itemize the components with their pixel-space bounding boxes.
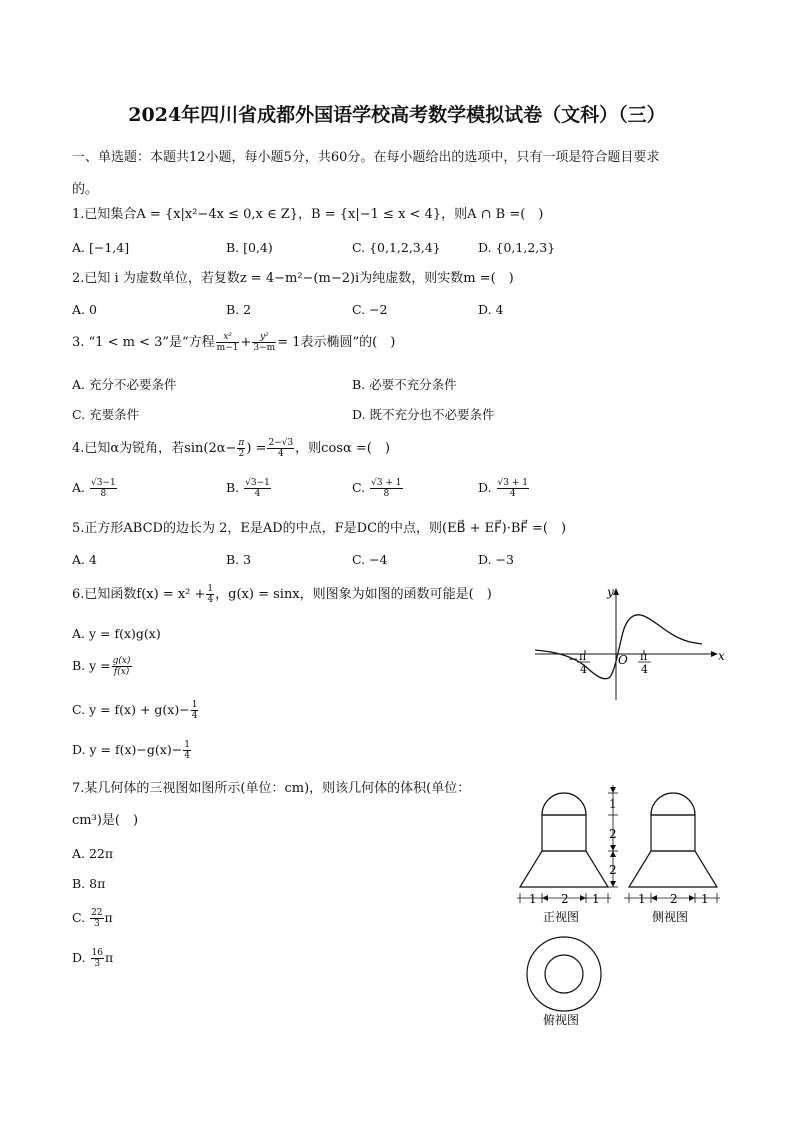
q4-fraction-pi: $\frac{\pi}{2}$: [238, 438, 245, 459]
q5-stem: 5.正方形ABCD的边长为 2，E是AD的中点，F是DC的中点，则(EB⃗ + EF⃗)·BF⃗ =( ): [72, 521, 567, 536]
q6-fraction-quarter: $\frac{1}{4}$: [207, 584, 214, 605]
q5-option-c[interactable]: C. −4: [352, 552, 388, 567]
q1-stem: 1.已知集合A = {x|x²−4x ≤ 0,x ∈ Z}，B = {x|−1 ≤ x < 4}，则A ∩ B =( ): [72, 207, 544, 222]
q7-stem-line1: 7.某几何体的三视图如图所示(单位：cm)，则该几何体的体积(单位：: [72, 781, 471, 796]
origin-label: O: [618, 653, 628, 667]
neg-tick-sign: −: [568, 652, 579, 666]
q6-option-c[interactable]: C. y = f(x) + g(x)− $\frac{1}{4}$: [72, 700, 198, 721]
top-view: [527, 937, 601, 1011]
front-dim-w3: 1: [592, 892, 600, 906]
q1-option-b[interactable]: B. [0,4): [226, 240, 273, 255]
front-view: [520, 793, 608, 887]
pos-tick-num: π: [640, 650, 648, 663]
q5-option-b[interactable]: B. 3: [226, 552, 252, 567]
q3-option-a[interactable]: A. 充分不必要条件: [72, 377, 177, 392]
q1-option-a[interactable]: A. [−1,4]: [72, 240, 130, 255]
q6-option-a[interactable]: A. y = f(x)g(x): [72, 626, 161, 641]
side-view-label: 侧视图: [652, 910, 689, 924]
q4-option-b[interactable]: B. $\frac{√3-1}{4}$: [226, 478, 270, 499]
q3-option-d[interactable]: D. 既不充分也不必要条件: [352, 407, 495, 422]
side-dim-w2: 2: [670, 892, 678, 906]
q3-fraction-y: $\frac{\text{y²}}{3-m}$: [253, 332, 276, 353]
q3-stem: 3. “1 < m < 3”是“方程 $\frac{\text{x²}}{m-1}$ + $\frac{\text{y²}}{3-m}$ = 1表示椭圆”的( ): [72, 332, 396, 353]
y-axis-arrow-icon: [613, 588, 619, 595]
function-curve: [535, 615, 702, 679]
q7-option-d[interactable]: D. $\frac{16}{3}$ π: [72, 948, 114, 969]
q3-fraction-x: $\frac{\text{x²}}{m-1}$: [216, 332, 239, 353]
q3-option-c[interactable]: C. 充要条件: [72, 407, 140, 422]
side-view: [629, 793, 717, 887]
q2-option-a[interactable]: A. 0: [72, 302, 97, 317]
side-dim-w3: 1: [701, 892, 709, 906]
q4-option-a[interactable]: A. $\frac{√3-1}{8}$: [72, 478, 116, 499]
x-axis-arrow-icon: [711, 651, 718, 657]
q7-three-view-figure: [505, 780, 735, 1030]
q4-option-d[interactable]: D. $\frac{√3 + 1}{4}$: [478, 478, 528, 499]
top-view-label: 俯视图: [543, 1013, 580, 1027]
q6-function-graph: [530, 582, 730, 704]
q3-option-b[interactable]: B. 必要不充分条件: [352, 377, 457, 392]
page-title: 2024年四川省成都外国语学校高考数学模拟试卷（文科）（三）: [128, 104, 666, 126]
dim-height-1: 1: [609, 797, 617, 811]
q4-fraction-rhs: $\frac{2-√3}{4}$: [268, 438, 294, 459]
dim-height-2b: 2: [609, 863, 617, 877]
q5-option-a[interactable]: A. 4: [72, 552, 97, 567]
q7-option-c[interactable]: C. $\frac{22}{3}$ π: [72, 908, 113, 929]
front-dim-w1: 1: [529, 892, 537, 906]
dim-height-2: 2: [609, 827, 617, 841]
q3-stem-pre: 3. “1 < m < 3”是“方程: [72, 335, 215, 350]
q7-option-b[interactable]: B. 8π: [72, 876, 106, 891]
q5-option-d[interactable]: D. −3: [478, 552, 514, 567]
q4-stem: 4.已知α为锐角，若sin(2α− $\frac{\pi}{2}$ ) = $\frac{2-√3}{4}$ ，则cosα =( ): [72, 438, 390, 459]
q6-option-b[interactable]: B. y = $\frac{g(x)}{f(x)}$: [72, 656, 131, 677]
pos-tick-den: 4: [641, 663, 648, 676]
q1-option-d[interactable]: D. {0,1,2,3}: [478, 240, 556, 255]
y-axis-label: y: [607, 585, 614, 599]
q7-option-a[interactable]: A. 22π: [72, 846, 114, 861]
x-axis-label: x: [718, 649, 725, 663]
q6-option-d[interactable]: D. y = f(x)−g(x)− $\frac{1}{4}$: [72, 740, 190, 761]
section-instruction-line2: 的。: [72, 182, 99, 197]
q2-stem: 2.已知 i 为虚数单位，若复数z = 4−m²−(m−2)i为纯虚数，则实数m =( ): [72, 271, 514, 286]
q2-option-d[interactable]: D. 4: [478, 302, 504, 317]
q2-option-c[interactable]: C. −2: [352, 302, 388, 317]
neg-tick-den: 4: [580, 663, 587, 676]
q7-stem-line2: cm³)是( ): [72, 813, 139, 828]
front-dim-w2: 2: [561, 892, 569, 906]
front-view-label: 正视图: [543, 910, 580, 924]
q3-stem-post: = 1表示椭圆”的( ): [277, 335, 396, 350]
neg-tick-num: π: [579, 650, 587, 663]
q2-option-b[interactable]: B. 2: [226, 302, 252, 317]
q1-option-c[interactable]: C. {0,1,2,3,4}: [352, 240, 441, 255]
side-dim-w1: 1: [638, 892, 646, 906]
section-instruction-line1: 一、单选题：本题共12小题，每小题5分，共60分。在每小题给出的选项中，只有一项是符合题目要求: [72, 150, 660, 165]
q6-stem: 6.已知函数f(x) = x² + $\frac{1}{4}$ ，g(x) = sinx，则图象为如图的函数可能是( ): [72, 584, 492, 605]
q4-option-c[interactable]: C. $\frac{√3 + 1}{8}$: [352, 478, 402, 499]
